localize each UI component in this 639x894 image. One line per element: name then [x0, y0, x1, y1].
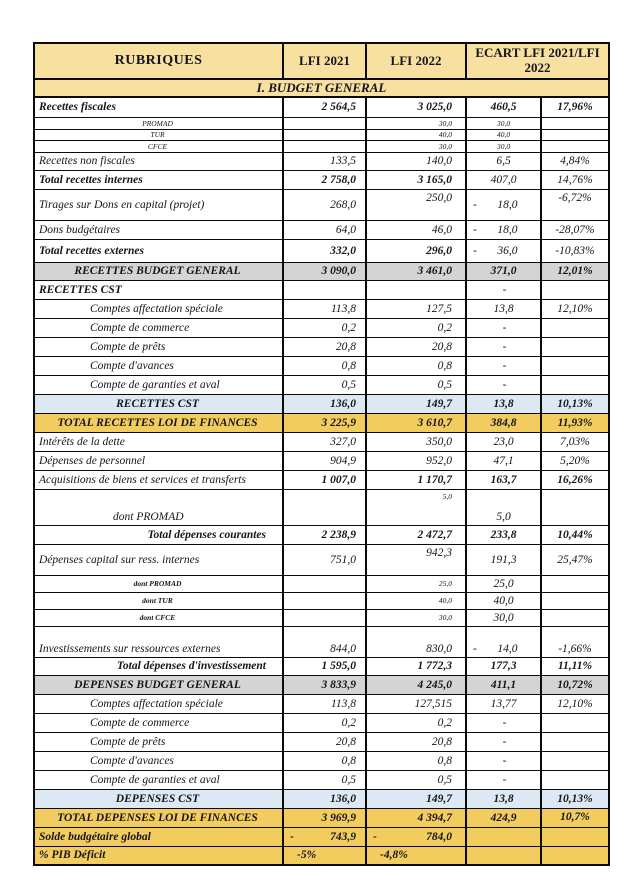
value-cell: 6,5: [466, 152, 541, 170]
table-body: [34, 79, 609, 865]
value-cell: 0,2: [283, 318, 366, 337]
value-cell: 11,93%: [541, 413, 609, 432]
value-cell: 16,26%: [541, 470, 609, 489]
value-cell: 25,0: [366, 575, 466, 592]
value-cell: 40,0: [466, 129, 541, 140]
value-cell: [541, 609, 609, 626]
value-cell: 952,0: [366, 451, 466, 470]
value-cell: 0,5: [366, 770, 466, 789]
budget-table: [33, 42, 610, 866]
value-cell: 4,84%: [541, 152, 609, 170]
header-ecart: ECART LFI 2021/LFI 2022: [466, 43, 609, 79]
table-row: [34, 375, 609, 394]
table-row: [34, 609, 609, 626]
row-label: TOTAL RECETTES LOI DE FINANCES: [34, 413, 283, 432]
table-row: [34, 525, 609, 544]
table-row: [34, 220, 609, 239]
value-cell: [541, 827, 609, 846]
value-cell: [466, 827, 541, 846]
value-cell: [541, 356, 609, 375]
value-cell: [283, 280, 366, 299]
value-cell: 177,3: [466, 657, 541, 675]
value-cell: 411,1: [466, 675, 541, 694]
value-cell: -1,66%: [541, 626, 609, 657]
value-cell: 0,8: [283, 751, 366, 770]
value-cell: [541, 117, 609, 129]
row-label: Compte de commerce: [34, 318, 283, 337]
table-row: [34, 470, 609, 489]
value-cell: - 784,0: [366, 827, 466, 846]
row-label: TOTAL DEPENSES LOI DE FINANCES: [34, 808, 283, 827]
row-label: Investissements sur ressources externes: [34, 626, 283, 657]
value-cell: 133,5: [283, 152, 366, 170]
minus-sign: -: [473, 642, 477, 655]
row-label: Compte de prêts: [34, 337, 283, 356]
table-row: [34, 140, 609, 152]
value-cell: 13,8: [466, 394, 541, 413]
table-row: [34, 592, 609, 609]
header-rubriques: RUBRIQUES: [34, 43, 283, 79]
value-cell: [541, 375, 609, 394]
value-cell: [283, 575, 366, 592]
row-label: TUR: [34, 129, 283, 140]
value-cell: 20,8: [366, 732, 466, 751]
value-cell: 5,0: [366, 489, 466, 525]
value-cell: 268,0: [283, 189, 366, 220]
value-cell: 30,0: [466, 140, 541, 152]
value-cell: 3 165,0: [366, 170, 466, 189]
value-cell: 2 564,5: [283, 97, 366, 117]
table-row: [34, 846, 609, 865]
minus-sign: -: [373, 830, 377, 843]
value-cell: 3 025,0: [366, 97, 466, 117]
value-cell: 30,0: [366, 609, 466, 626]
value-cell: 2 472,7: [366, 525, 466, 544]
value-cell: 2 238,9: [283, 525, 366, 544]
row-label: RECETTES CST: [34, 394, 283, 413]
row-label: Intérêts de la dette: [34, 432, 283, 451]
row-label: dont CFCE: [34, 609, 283, 626]
header-lfi-2021: LFI 2021: [283, 43, 366, 79]
table-row: [34, 675, 609, 694]
value-cell: 11,11%: [541, 657, 609, 675]
value-cell: 407,0: [466, 170, 541, 189]
value-cell: [283, 140, 366, 152]
value-cell: 844,0: [283, 626, 366, 657]
table-row: [34, 318, 609, 337]
table-row: [34, 280, 609, 299]
table-row: [34, 544, 609, 575]
value-cell: 250,0: [366, 189, 466, 220]
value-cell: -: [466, 751, 541, 770]
value-cell: -: [466, 770, 541, 789]
value-cell: 113,8: [283, 694, 366, 713]
value-cell: 30,0: [466, 117, 541, 129]
table-row: [34, 732, 609, 751]
row-label: Compte de garanties et aval: [34, 770, 283, 789]
value-cell: -4,8%: [366, 846, 466, 865]
value-cell: [466, 846, 541, 865]
value-cell: 40,0: [366, 592, 466, 609]
value-cell: 3 225,9: [283, 413, 366, 432]
table-row: [34, 626, 609, 657]
row-label: DEPENSES CST: [34, 789, 283, 808]
table-row: [34, 262, 609, 280]
value-cell: 4 394,7: [366, 808, 466, 827]
table-row: [34, 808, 609, 827]
minus-sign: -: [473, 244, 477, 257]
value-cell: 233,8: [466, 525, 541, 544]
table-row: [34, 394, 609, 413]
value-cell: 140,0: [366, 152, 466, 170]
table-row: [34, 657, 609, 675]
value-cell: 10,72%: [541, 675, 609, 694]
value-cell: [366, 280, 466, 299]
row-label: dont PROMAD: [34, 575, 283, 592]
table-row: [34, 152, 609, 170]
row-label: Solde budgétaire global: [34, 827, 283, 846]
value-cell: 20,8: [366, 337, 466, 356]
value-cell: -: [466, 356, 541, 375]
row-label: Recettes fiscales: [34, 97, 283, 117]
row-label: dont PROMAD: [34, 489, 283, 525]
section-title: I. BUDGET GENERAL: [34, 79, 609, 97]
value-cell: [283, 129, 366, 140]
value-cell: 12,01%: [541, 262, 609, 280]
value-cell: 10,13%: [541, 789, 609, 808]
section-row: [34, 79, 609, 97]
value-cell: 12,10%: [541, 299, 609, 318]
value-cell: 30,0: [366, 117, 466, 129]
value-cell: 3 610,7: [366, 413, 466, 432]
value-cell: [283, 609, 366, 626]
value-cell: 46,0: [366, 220, 466, 239]
value-cell: 136,0: [283, 394, 366, 413]
value-cell: 3 461,0: [366, 262, 466, 280]
value-cell: 5,0: [466, 489, 541, 525]
value-cell: 384,8: [466, 413, 541, 432]
value-cell: - 18,0: [466, 220, 541, 239]
value-cell: [541, 575, 609, 592]
value-cell: 7,03%: [541, 432, 609, 451]
minus-sign: -: [473, 198, 477, 211]
value-cell: 1 595,0: [283, 657, 366, 675]
value-cell: 113,8: [283, 299, 366, 318]
value-cell: 3 969,9: [283, 808, 366, 827]
value-cell: 136,0: [283, 789, 366, 808]
row-label: Recettes non fiscales: [34, 152, 283, 170]
value-cell: [541, 713, 609, 732]
value-cell: 13,8: [466, 789, 541, 808]
row-label: Total recettes internes: [34, 170, 283, 189]
row-label: Total dépenses d'investissement: [34, 657, 283, 675]
value-cell: 13,77: [466, 694, 541, 713]
row-label: Comptes affectation spéciale: [34, 299, 283, 318]
value-cell: -6,72%: [541, 189, 609, 220]
table-header-row: [34, 43, 609, 79]
row-label: dont TUR: [34, 592, 283, 609]
value-cell: [541, 592, 609, 609]
value-cell: 371,0: [466, 262, 541, 280]
row-label: Total dépenses courantes: [34, 525, 283, 544]
row-label: Comptes affectation spéciale: [34, 694, 283, 713]
table-row: [34, 770, 609, 789]
value-cell: 0,5: [283, 375, 366, 394]
value-cell: 20,8: [283, 732, 366, 751]
value-cell: 10,44%: [541, 525, 609, 544]
table-row: [34, 789, 609, 808]
value-cell: -: [466, 375, 541, 394]
row-label: Compte de prêts: [34, 732, 283, 751]
table-row: [34, 299, 609, 318]
row-label: Compte d'avances: [34, 356, 283, 375]
value-cell: -: [466, 337, 541, 356]
value-cell: 12,10%: [541, 694, 609, 713]
table-row: [34, 337, 609, 356]
value-cell: - 18,0: [466, 189, 541, 220]
value-cell: - 743,9: [283, 827, 366, 846]
value-cell: 0,8: [283, 356, 366, 375]
value-cell: 327,0: [283, 432, 366, 451]
value-cell: 25,0: [466, 575, 541, 592]
value-cell: 30,0: [466, 609, 541, 626]
value-cell: 10,7%: [541, 808, 609, 827]
row-label: CFCE: [34, 140, 283, 152]
value-cell: 942,3: [366, 544, 466, 575]
table-row: [34, 129, 609, 140]
value-cell: 0,2: [283, 713, 366, 732]
row-label: Dépenses capital sur ress. internes: [34, 544, 283, 575]
table-row: [34, 97, 609, 117]
row-label: RECETTES BUDGET GENERAL: [34, 262, 283, 280]
value-cell: 0,2: [366, 713, 466, 732]
value-cell: 30,0: [366, 140, 466, 152]
value-cell: 424,9: [466, 808, 541, 827]
value-cell: [541, 489, 609, 525]
value-cell: [541, 140, 609, 152]
value-cell: 1 772,3: [366, 657, 466, 675]
value-cell: 149,7: [366, 394, 466, 413]
value-cell: 830,0: [366, 626, 466, 657]
table-row: [34, 827, 609, 846]
value-cell: 14,76%: [541, 170, 609, 189]
value-cell: [541, 129, 609, 140]
row-label: DEPENSES BUDGET GENERAL: [34, 675, 283, 694]
table-row: [34, 713, 609, 732]
value-cell: 40,0: [366, 129, 466, 140]
value-cell: -5%: [283, 846, 366, 865]
table-row: [34, 489, 609, 525]
minus-sign: -: [290, 830, 294, 843]
table-row: [34, 751, 609, 770]
table-row: [34, 117, 609, 129]
row-label: Compte de garanties et aval: [34, 375, 283, 394]
value-cell: [541, 751, 609, 770]
value-cell: 332,0: [283, 239, 366, 262]
table-row: [34, 432, 609, 451]
value-cell: 0,5: [366, 375, 466, 394]
value-cell: [541, 846, 609, 865]
value-cell: 3 833,9: [283, 675, 366, 694]
value-cell: [283, 117, 366, 129]
value-cell: [541, 770, 609, 789]
value-cell: 1 007,0: [283, 470, 366, 489]
value-cell: 10,13%: [541, 394, 609, 413]
value-cell: 0,8: [366, 751, 466, 770]
row-label: PROMAD: [34, 117, 283, 129]
row-label: % PIB Déficit: [34, 846, 283, 865]
row-label: Acquisitions de biens et services et transferts: [34, 470, 283, 489]
value-cell: 20,8: [283, 337, 366, 356]
value-cell: [541, 280, 609, 299]
value-cell: 47,1: [466, 451, 541, 470]
table-row: [34, 170, 609, 189]
value-cell: 3 090,0: [283, 262, 366, 280]
value-cell: 149,7: [366, 789, 466, 808]
value-cell: [283, 592, 366, 609]
value-cell: 904,9: [283, 451, 366, 470]
value-cell: -28,07%: [541, 220, 609, 239]
value-cell: 25,47%: [541, 544, 609, 575]
value-cell: [541, 732, 609, 751]
value-cell: [541, 337, 609, 356]
value-cell: [283, 489, 366, 525]
value-cell: 191,3: [466, 544, 541, 575]
value-cell: 4 245,0: [366, 675, 466, 694]
row-label: Dépenses de personnel: [34, 451, 283, 470]
value-cell: 350,0: [366, 432, 466, 451]
value-cell: -: [466, 280, 541, 299]
value-cell: 127,5: [366, 299, 466, 318]
table-row: [34, 451, 609, 470]
header-lfi-2022: LFI 2022: [366, 43, 466, 79]
value-cell: 23,0: [466, 432, 541, 451]
value-cell: -10,83%: [541, 239, 609, 262]
value-cell: 460,5: [466, 97, 541, 117]
row-label: Total recettes externes: [34, 239, 283, 262]
value-cell: - 36,0: [466, 239, 541, 262]
value-cell: 163,7: [466, 470, 541, 489]
table-row: [34, 189, 609, 220]
value-cell: 0,2: [366, 318, 466, 337]
value-cell: 751,0: [283, 544, 366, 575]
value-cell: -: [466, 318, 541, 337]
value-cell: -: [466, 732, 541, 751]
value-cell: 0,5: [283, 770, 366, 789]
row-label: Dons budgétaires: [34, 220, 283, 239]
value-cell: 64,0: [283, 220, 366, 239]
value-cell: [541, 318, 609, 337]
row-label: Compte de commerce: [34, 713, 283, 732]
table-row: [34, 413, 609, 432]
table-row: [34, 575, 609, 592]
row-label: RECETTES CST: [34, 280, 283, 299]
value-cell: 40,0: [466, 592, 541, 609]
value-cell: 2 758,0: [283, 170, 366, 189]
minus-sign: -: [473, 223, 477, 236]
table-row: [34, 239, 609, 262]
value-cell: -: [466, 713, 541, 732]
table-row: [34, 356, 609, 375]
value-cell: 5,20%: [541, 451, 609, 470]
table-row: [34, 694, 609, 713]
row-label: Compte d'avances: [34, 751, 283, 770]
value-cell: - 14,0: [466, 626, 541, 657]
value-cell: 296,0: [366, 239, 466, 262]
value-cell: 1 170,7: [366, 470, 466, 489]
value-cell: 127,515: [366, 694, 466, 713]
value-cell: 13,8: [466, 299, 541, 318]
row-label: Tirages sur Dons en capital (projet): [34, 189, 283, 220]
value-cell: 0,8: [366, 356, 466, 375]
value-cell: 17,96%: [541, 97, 609, 117]
